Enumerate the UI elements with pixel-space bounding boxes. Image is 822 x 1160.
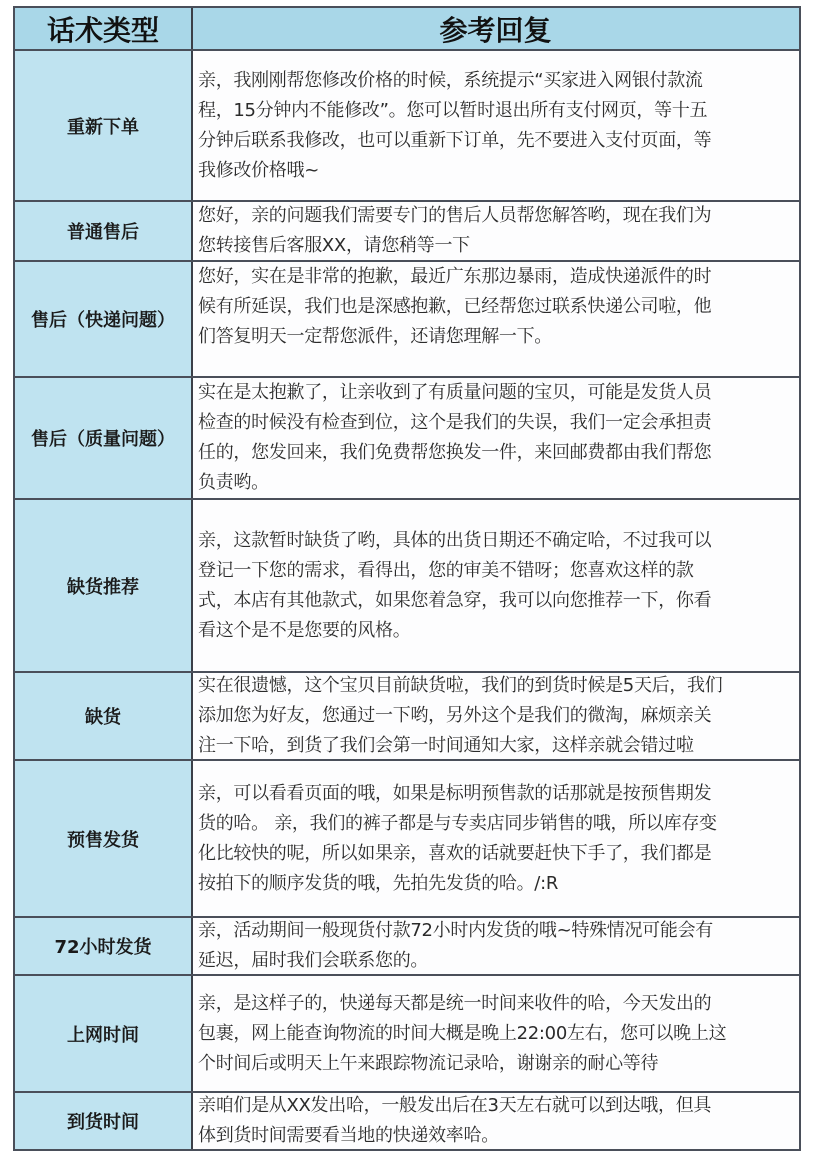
row-type: 缺货推荐	[15, 500, 193, 671]
reply-line: 负责哟。	[198, 472, 269, 493]
reply-line: 亲，我刚刚帮您修改价格的时候，系统提示“买家进入网银付款流	[198, 69, 703, 91]
reply-line: 您好，亲的问题我们需要专门的售后人员帮您解答哟，现在我们为	[198, 205, 712, 226]
table-row	[15, 759, 799, 916]
header-script-type: 话术类型	[15, 8, 193, 49]
row-type: 缺货	[15, 673, 193, 759]
reply-line: 您转接售后客服XX，请您稍等一下	[198, 235, 470, 256]
reply-line: 式，本店有其他款式，如果您着急穿，我可以向您推荐一下，你看	[198, 589, 712, 611]
reply-line: 您好，实在是非常的抱歉，最近广东那边暴雨，造成快递派件的时	[198, 266, 712, 287]
row-reply	[193, 918, 799, 974]
table-row	[15, 1091, 799, 1149]
row-type: 到货时间	[15, 1093, 193, 1149]
table-row	[15, 498, 799, 671]
table-row	[15, 260, 799, 376]
reply-script-table	[13, 6, 801, 1151]
table-row	[15, 376, 799, 498]
row-type: 普通售后	[15, 202, 193, 260]
reply-line: 检查的时候没有检查到位，这个是我们的失误，我们一定会承担责	[198, 412, 712, 433]
reply-line: 添加您为好友，您通过一下哟，另外这个是我们的微淘，麻烦亲关	[198, 705, 712, 726]
reply-line: 们答复明天一定帮您派件，还请您理解一下。	[198, 326, 552, 347]
row-reply	[193, 1093, 799, 1149]
reply-line: 任的，您发回来，我们免费帮您换发一件，来回邮费都由我们帮您	[198, 442, 712, 463]
reply-line: 亲，活动期间一般现货付款72小时内发货的哦~特殊情况可能会有	[198, 920, 713, 941]
reply-line: 延迟，届时我们会联系您的。	[198, 950, 429, 971]
table-row	[15, 916, 799, 974]
reply-line: 看这个是不是您要的风格。	[198, 619, 411, 641]
reply-line: 亲，这款暂时缺货了哟，具体的出货日期还不确定哈，不过我可以	[198, 529, 712, 551]
reply-line: 登记一下您的需求，看得出，您的审美不错呀；您喜欢这样的款	[198, 559, 694, 581]
reply-line: 包裹，网上能查询物流的时间大概是晚上22:00左右，您可以晚上这	[198, 1022, 727, 1044]
header-reference-reply: 参考回复	[193, 8, 799, 49]
table-header	[15, 8, 799, 49]
reply-line: 亲咱们是从XX发出哈，一般发出后在3天左右就可以到达哦，但具	[198, 1095, 712, 1116]
reply-line: 程，15分钟内不能修改”。您可以暂时退出所有支付网页，等十五	[198, 99, 708, 121]
reply-line: 个时间后或明天上午来跟踪物流记录哈，谢谢亲的耐心等待	[198, 1052, 659, 1074]
reply-line: 我修改价格哦~	[198, 159, 319, 181]
table-row	[15, 974, 799, 1091]
reply-line: 体到货时间需要看当地的快递效率哈。	[198, 1125, 499, 1146]
table-row	[15, 200, 799, 260]
reply-line: 实在是太抱歉了，让亲收到了有质量问题的宝贝，可能是发货人员	[198, 382, 712, 403]
row-type: 上网时间	[15, 976, 193, 1091]
row-reply	[193, 976, 799, 1091]
row-reply	[193, 202, 799, 260]
reply-line: 实在很遗憾，这个宝贝目前缺货啦，我们的到货时候是5天后，我们	[198, 675, 723, 696]
row-type: 预售发货	[15, 761, 193, 916]
row-reply	[193, 378, 799, 498]
row-reply	[193, 262, 799, 376]
reply-line: 亲，可以看看页面的哦，如果是标明预售款的话那就是按预售期发	[198, 782, 712, 804]
table-row	[15, 671, 799, 759]
row-reply	[193, 51, 799, 200]
row-type: 重新下单	[15, 51, 193, 200]
reply-line: 候有所延误，我们也是深感抱歉，已经帮您过联系快递公司啦，他	[198, 296, 712, 317]
reply-line: 分钟后联系我修改，也可以重新下订单，先不要进入支付页面，等	[198, 129, 712, 151]
table-row	[15, 49, 799, 200]
row-reply	[193, 500, 799, 671]
row-type: 72小时发货	[15, 918, 193, 974]
row-type: 售后（质量问题）	[15, 378, 193, 498]
reply-line: 按拍下的顺序发货的哦，先拍先发货的哈。/:R	[198, 872, 559, 894]
row-reply	[193, 673, 799, 759]
reply-line: 化比较快的呢，所以如果亲，喜欢的话就要赶快下手了，我们都是	[198, 842, 712, 864]
row-type: 售后（快递问题）	[15, 262, 193, 376]
row-reply	[193, 761, 799, 916]
reply-line: 注一下哈，到货了我们会第一时间通知大家，这样亲就会错过啦	[198, 735, 694, 756]
reply-line: 亲，是这样子的，快递每天都是统一时间来收件的哈，今天发出的	[198, 992, 712, 1014]
reply-line: 货的哈。 亲，我们的裤子都是与专卖店同步销售的哦，所以库存变	[198, 812, 717, 834]
